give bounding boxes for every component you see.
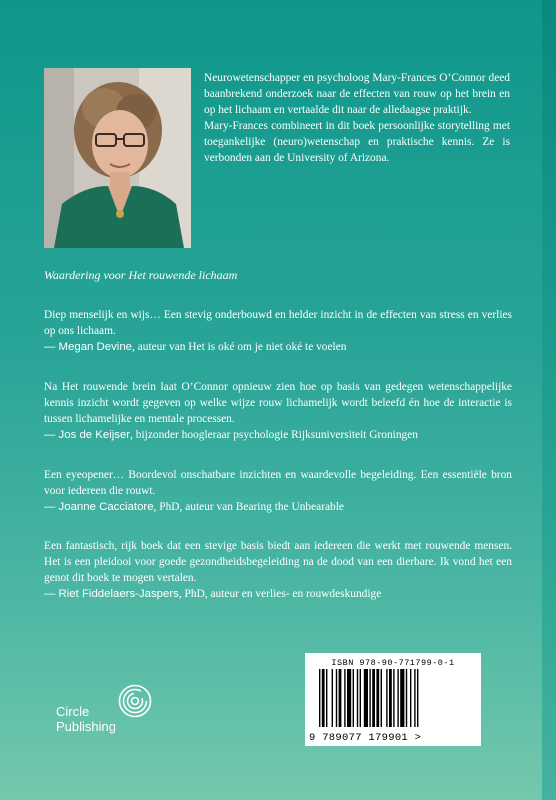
- bio-paragraph: Neurowetenschapper en psycholoog Mary-Frances O’Connor deed baanbrekend onderzoek naar de effecten van rouw op het brein en op het lichaam en vertaalde dit naar de alledaagse praktijk.: [204, 72, 510, 116]
- barcode-bar: [386, 669, 387, 727]
- review-quote: Diep menselijk en wijs… Een stevig onderbouwd en helder inzicht in de effecten van stress en verlies op ons lichaam.: [44, 309, 512, 337]
- barcode-bars: [319, 669, 469, 727]
- author-bio: [204, 70, 510, 166]
- review: [44, 467, 512, 515]
- bio-paragraph: Mary-Frances combineert in dit boek persoonlijke storytelling met toegankelijke (neuro)wetenschap en praktische kennis. Ze is verbonden aan de University of Arizona.: [204, 120, 510, 164]
- barcode-bar: [406, 669, 407, 727]
- barcode: [305, 653, 481, 746]
- barcode-bar: [410, 669, 411, 727]
- publisher-logo: [56, 684, 166, 742]
- reviewer-credentials: , bijzonder hoogleraar psychologie Rijksuniversiteit Groningen: [130, 429, 418, 441]
- barcode-bar: [332, 669, 333, 727]
- barcode-bar: [397, 669, 398, 727]
- review-quote: Een eyeopener… Boordevol onschatbare inzichten en waardevolle begeleiding. Een essentiële bron voor iedereen die rouwt.: [44, 469, 512, 497]
- reviews-heading: Waardering voor Het rouwende lichaam: [44, 268, 238, 282]
- barcode-bar: [414, 669, 415, 727]
- barcode-bar: [353, 669, 354, 727]
- review-attribution: [44, 339, 512, 355]
- barcode-bar: [339, 669, 342, 727]
- barcode-bar: [336, 669, 337, 727]
- barcode-bar: [326, 669, 327, 727]
- reviewer-credentials: , PhD, auteur en verlies- en rouwdeskundige: [178, 588, 382, 600]
- review-quote: Na Het rouwende brein laat O’Connor opnieuw zien hoe op basis van gedegen wetenschappelijke kennis inzicht wordt gegeven op welke wijze rouw lichamelijk wordt beleefd én hoe de interactie is tussen lichamelijke en mentale processen.: [44, 381, 512, 425]
- publisher-name-line: Circle: [56, 704, 90, 719]
- author-photo: [44, 68, 191, 248]
- barcode-bar: [322, 669, 325, 727]
- review-attribution: [44, 586, 512, 602]
- reviewer-name: — Megan Devine: [44, 341, 133, 353]
- barcode-bar: [347, 669, 351, 727]
- review: [44, 379, 512, 443]
- review: [44, 538, 512, 602]
- isbn-label: ISBN 978-90-771799-0-1: [331, 658, 455, 668]
- barcode-bar: [372, 669, 375, 727]
- publisher-name-line: Publishing: [56, 719, 116, 734]
- review: [44, 307, 512, 355]
- author-photo-illustration: [44, 68, 191, 248]
- barcode-bar: [344, 669, 345, 727]
- review-quote: Een fantastisch, rijk boek dat een stevige basis biedt aan iedereen die werkt met rouwende mensen. Het is een pleidooi voor goede gezondheidsbegeleiding na de dood van een dierbare. Ik vond het een genot dit boek te mogen vertalen.: [44, 540, 512, 584]
- barcode-digits: 9 789077 179901 >: [309, 732, 422, 744]
- review-attribution: [44, 499, 512, 515]
- reviewer-name: — Riet Fiddelaers-Jaspers: [44, 588, 179, 600]
- barcode-bar: [369, 669, 370, 727]
- spine-strip: [542, 0, 556, 800]
- reviewer-credentials: , PhD, auteur van Bearing the Unbearable: [153, 501, 344, 513]
- barcode-bar: [393, 669, 394, 727]
- barcode-bar: [381, 669, 382, 727]
- barcode-bar: [319, 669, 320, 727]
- barcode-bar: [417, 669, 418, 727]
- barcode-bar: [364, 669, 368, 727]
- reviewer-name: — Jos de Keijser: [44, 429, 131, 441]
- barcode-bar: [400, 669, 404, 727]
- barcode-bar: [357, 669, 358, 727]
- barcode-bar: [360, 669, 361, 727]
- barcode-bar: [376, 669, 379, 727]
- barcode-bar: [389, 669, 392, 727]
- review-attribution: [44, 427, 512, 443]
- reviewer-credentials: , auteur van Het is oké om je niet oké te voelen: [132, 341, 347, 353]
- publisher-name: [56, 704, 136, 734]
- reviewer-name: — Joanne Cacciatore: [44, 501, 154, 513]
